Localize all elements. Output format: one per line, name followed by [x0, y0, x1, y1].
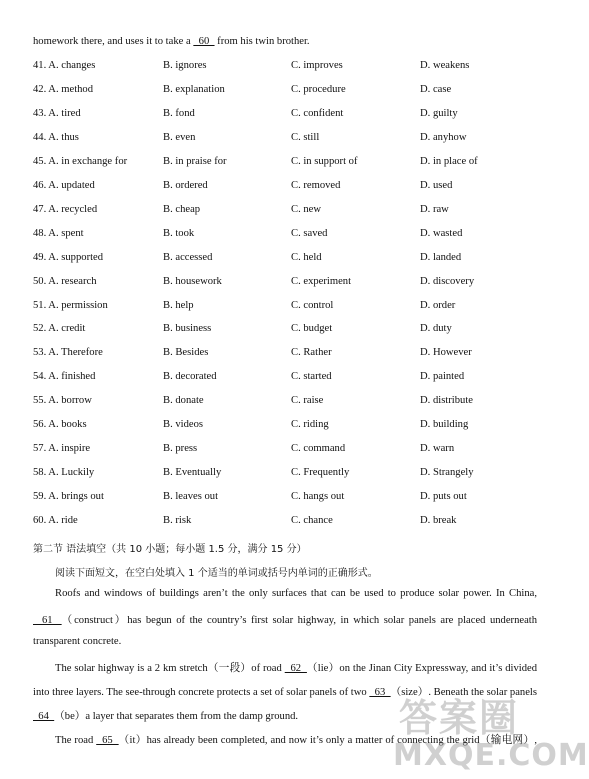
option-a: 51. A. permission: [33, 299, 108, 311]
option-b: B. accessed: [163, 251, 213, 263]
option-d: D. used: [420, 179, 453, 191]
option-d: D. building: [420, 419, 469, 431]
p2-line1-a: The solar highway is a 2 km stretch（一段）of road: [55, 663, 285, 674]
option-a: 59. A. brings out: [33, 491, 104, 503]
option-b: B. risk: [163, 515, 192, 527]
option-c: C. Frequently: [291, 467, 350, 479]
option-a: 48. A. spent: [33, 227, 84, 239]
blank-63: 63: [369, 687, 391, 698]
option-c: C. hangs out: [291, 491, 345, 503]
option-b: B. decorated: [163, 371, 217, 383]
option-b: B. fond: [163, 107, 195, 119]
p1-line2-rest: （construct）has begun of the country’s first solar highway, in which solar panels are placed underneath: [61, 615, 538, 626]
option-row: [33, 156, 533, 170]
option-b: B. took: [163, 227, 195, 239]
option-c: C. experiment: [291, 275, 352, 287]
blank-65: 65: [96, 735, 119, 746]
option-d: D. order: [420, 299, 456, 311]
option-d: D. case: [420, 83, 452, 95]
option-a: 55. A. borrow: [33, 395, 92, 407]
option-c: C. improves: [291, 60, 343, 71]
option-b: B. help: [163, 299, 194, 311]
option-row: [33, 419, 533, 433]
option-c: C. budget: [291, 323, 333, 335]
option-row: [33, 60, 533, 74]
option-row: [33, 515, 533, 529]
option-row: [33, 252, 533, 266]
option-b: B. donate: [163, 395, 204, 407]
option-c: C. started: [291, 371, 332, 383]
blank-61: 61: [33, 615, 62, 626]
option-row: [33, 84, 533, 98]
intro-line: [33, 36, 310, 47]
option-a: 50. A. research: [33, 275, 97, 287]
option-row: [33, 467, 533, 481]
option-row: [33, 443, 533, 457]
section-heading: 第二节 语法填空（共 10 小题；每小题 1.5 分，满分 15 分）: [33, 544, 307, 555]
option-a: 52. A. credit: [33, 323, 86, 335]
option-a: 56. A. books: [33, 419, 87, 431]
option-d: D. discovery: [420, 275, 475, 287]
option-b: B. press: [163, 443, 198, 455]
option-a: 58. A. Luckily: [33, 467, 95, 479]
option-d: D. in place of: [420, 155, 478, 167]
option-a: 60. A. ride: [33, 515, 78, 527]
watermark-top: 答案圈: [399, 696, 520, 740]
option-row: [33, 228, 533, 242]
option-d: D. duty: [420, 323, 452, 335]
option-c: C. riding: [291, 419, 329, 431]
option-c: C. command: [291, 443, 346, 455]
option-c: C. in support of: [291, 155, 358, 167]
option-c: C. chance: [291, 515, 333, 527]
option-b: B. ordered: [163, 179, 208, 191]
option-b: B. housework: [163, 275, 222, 287]
option-c: C. removed: [291, 179, 341, 191]
option-b: B. even: [163, 131, 196, 143]
option-row: [33, 323, 533, 337]
option-a: 47. A. recycled: [33, 203, 98, 215]
option-b: B. business: [163, 323, 212, 335]
passage-p1-line2: [33, 612, 537, 627]
option-b: B. Besides: [163, 347, 209, 359]
option-c: C. Rather: [291, 347, 332, 359]
option-row: [33, 395, 533, 409]
intro-after: from his twin brother.: [214, 36, 310, 47]
option-a: 44. A. thus: [33, 131, 79, 143]
option-a: 57. A. inspire: [33, 443, 91, 455]
p2-line2-b: （size）. Beneath the solar panels: [390, 687, 537, 698]
option-b: B. leaves out: [163, 491, 219, 503]
passage-p2-line3: [33, 708, 298, 723]
option-c: C. still: [291, 131, 320, 143]
blank-60: 60: [193, 36, 215, 47]
p2-line3-rest: （be）a layer that separates them from the damp ground.: [54, 711, 299, 722]
option-d: D. However: [420, 347, 472, 359]
option-row: [33, 300, 533, 314]
option-b: B. ignores: [163, 60, 207, 71]
blank-64: 64: [33, 711, 55, 722]
option-a: 41. A. changes: [33, 60, 96, 71]
option-d: D. break: [420, 515, 457, 527]
option-a: 46. A. updated: [33, 179, 95, 191]
option-d: D. raw: [420, 203, 449, 215]
intro-before: homework there, and uses it to take a: [33, 36, 194, 47]
option-b: B. videos: [163, 419, 204, 431]
passage-p2-line1: [33, 660, 537, 675]
option-row: [33, 108, 533, 122]
option-d: D. guilty: [420, 107, 458, 119]
passage-p1-line1: Roofs and windows of buildings aren’t the only surfaces that can be used to produce solar power. In China,: [55, 588, 537, 599]
option-a: 42. A. method: [33, 83, 94, 95]
instruction-text: 阅读下面短文，在空白处填入 1 个适当的单词或括号内单词的正确形式。: [55, 568, 378, 579]
option-b: B. Eventually: [163, 467, 222, 479]
option-b: B. explanation: [163, 83, 225, 95]
watermark-bottom: MXQE.COM: [393, 738, 589, 773]
option-c: C. saved: [291, 227, 328, 239]
option-d: D. distribute: [420, 395, 473, 407]
passage-p1-line3: transparent concrete.: [33, 636, 122, 647]
option-a: 53. A. Therefore: [33, 347, 103, 359]
option-d: D. puts out: [420, 491, 467, 503]
option-a: 43. A. tired: [33, 107, 81, 119]
option-d: D. painted: [420, 371, 465, 383]
option-row: [33, 132, 533, 146]
option-b: B. cheap: [163, 203, 201, 215]
option-row: [33, 371, 533, 385]
option-d: D. warn: [420, 443, 455, 455]
option-a: 54. A. finished: [33, 371, 96, 383]
option-d: D. anyhow: [420, 131, 467, 143]
blank-62: 62: [284, 663, 307, 674]
option-d: D. landed: [420, 251, 462, 263]
option-c: C. new: [291, 203, 322, 215]
p3-line1-b: （it）has already been completed, and now it’s only a matter of connecting the grid（输电网）,: [118, 735, 538, 746]
option-c: C. raise: [291, 395, 324, 407]
watermark-logo: [385, 679, 589, 775]
option-c: C. held: [291, 251, 322, 263]
option-c: C. procedure: [291, 83, 346, 95]
p3-line1-a: The road: [55, 735, 97, 746]
option-a: 49. A. supported: [33, 251, 104, 263]
option-row: [33, 180, 533, 194]
option-c: C. confident: [291, 107, 344, 119]
option-row: [33, 276, 533, 290]
option-d: D. wasted: [420, 227, 463, 239]
option-c: C. control: [291, 299, 334, 311]
option-d: D. weakens: [420, 60, 470, 71]
p2-line2-a: into three layers. The see-through concrete protects a set of solar panels of two: [33, 687, 370, 698]
option-d: D. Strangely: [420, 467, 474, 479]
option-row: [33, 347, 533, 361]
option-a: 45. A. in exchange for: [33, 155, 128, 167]
option-b: B. in praise for: [163, 155, 227, 167]
option-row: [33, 204, 533, 218]
p2-line1-b: （lie）on the Jinan City Expressway, and it’s divided: [306, 663, 538, 674]
option-row: [33, 491, 533, 505]
